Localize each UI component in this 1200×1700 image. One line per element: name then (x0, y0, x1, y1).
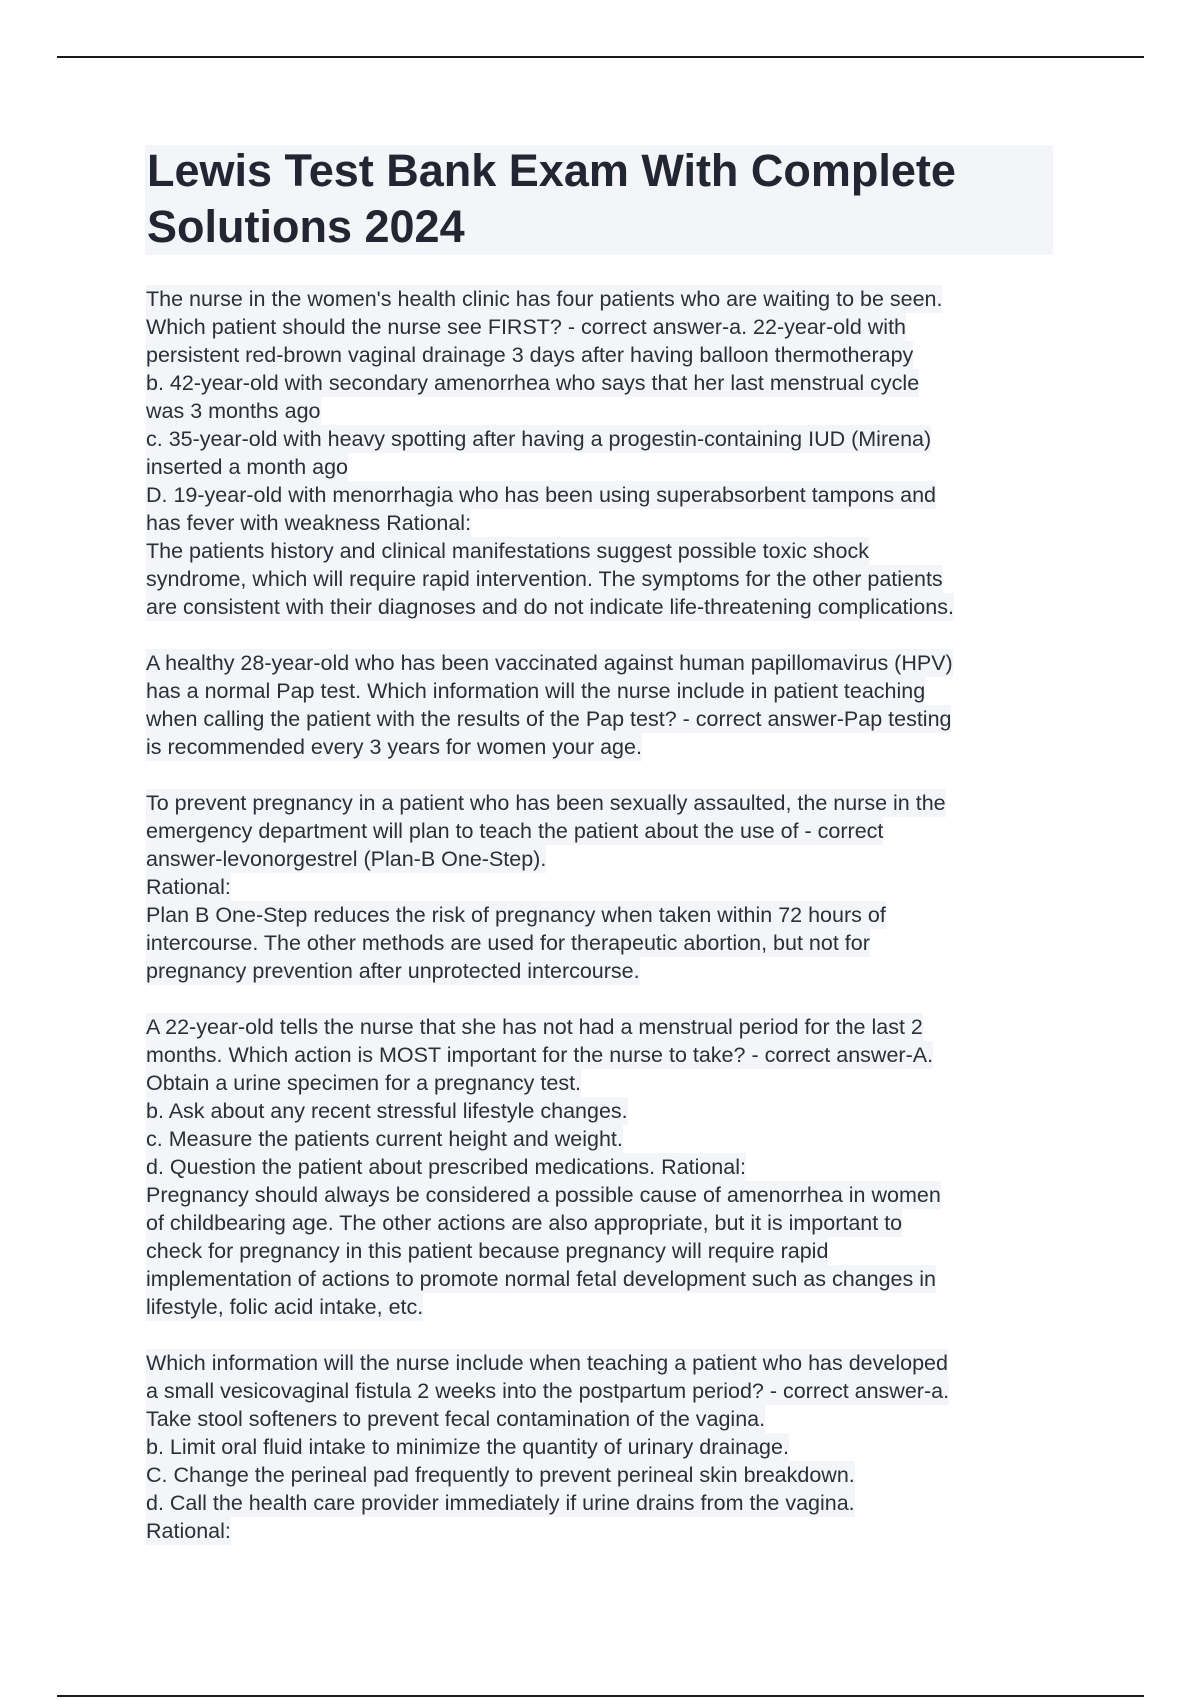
qa-item (146, 789, 1056, 985)
qa-text-line: inserted a month ago (146, 455, 348, 479)
qa-text-line: Pregnancy should always be considered a possible cause of amenorrhea in women (146, 1183, 941, 1207)
qa-text-line: has a normal Pap test. Which information will the nurse include in patient teaching (146, 679, 926, 703)
document-body (146, 285, 1056, 1573)
qa-text-line: A healthy 28-year-old who has been vaccinated against human papillomavirus (HPV) (146, 651, 953, 675)
qa-text-line: C. Change the perineal pad frequently to prevent perineal skin breakdown. (146, 1463, 855, 1487)
qa-text-line: b. 42-year-old with secondary amenorrhea who says that her last menstrual cycle (146, 371, 920, 395)
qa-text-line: Plan B One-Step reduces the risk of pregnancy when taken within 72 hours of (146, 903, 886, 927)
qa-text-line: emergency department will plan to teach the patient about the use of - correct (146, 819, 884, 843)
top-rule (57, 56, 1144, 58)
qa-text-line: b. Limit oral fluid intake to minimize the quantity of urinary drainage. (146, 1435, 789, 1459)
qa-text-line: The nurse in the women's health clinic has four patients who are waiting to be seen. (146, 287, 943, 311)
qa-text-line: persistent red-brown vaginal drainage 3 days after having balloon thermotherapy (146, 343, 914, 367)
qa-text-line: has fever with weakness Rational: (146, 511, 472, 535)
qa-text-line: Take stool softeners to prevent fecal contamination of the vagina. (146, 1407, 766, 1431)
qa-item (146, 1349, 1056, 1545)
qa-item (146, 1013, 1056, 1321)
qa-text-line: Rational: (146, 1519, 231, 1543)
qa-text-line: The patients history and clinical manifestations suggest possible toxic shock (146, 539, 870, 563)
qa-text-line: check for pregnancy in this patient because pregnancy will require rapid (146, 1239, 829, 1263)
qa-text-line: Rational: (146, 875, 231, 899)
qa-text-line: Which information will the nurse include when teaching a patient who has developed (146, 1351, 948, 1375)
qa-text-line: a small vesicovaginal fistula 2 weeks into the postpartum period? - correct answer-a. (146, 1379, 950, 1403)
qa-text-line: was 3 months ago (146, 399, 321, 423)
qa-text-line: when calling the patient with the results of the Pap test? - correct answer-Pap testing (146, 707, 952, 731)
qa-text-line: d. Call the health care provider immediately if urine drains from the vagina. (146, 1491, 855, 1515)
qa-text-line: answer-levonorgestrel (Plan-B One-Step). (146, 847, 547, 871)
qa-text-line: A 22-year-old tells the nurse that she has not had a menstrual period for the last 2 (146, 1015, 923, 1039)
qa-text-line: c. Measure the patients current height and weight. (146, 1127, 623, 1151)
qa-text-line: syndrome, which will require rapid intervention. The symptoms for the other patients (146, 567, 943, 591)
title-line: Lewis Test Bank Exam With Complete (147, 145, 956, 196)
qa-text-line: intercourse. The other methods are used for therapeutic abortion, but not for (146, 931, 870, 955)
qa-text-line: implementation of actions to promote normal fetal development such as changes in (146, 1267, 936, 1291)
qa-text-line: Which patient should the nurse see FIRST? - correct answer-a. 22-year-old with (146, 315, 906, 339)
bottom-rule (57, 1695, 1144, 1697)
qa-text-line: pregnancy prevention after unprotected intercourse. (146, 959, 640, 983)
qa-text-line: lifestyle, folic acid intake, etc. (146, 1295, 424, 1319)
qa-item (146, 649, 1056, 761)
qa-item (146, 285, 1056, 621)
qa-text-line: months. Which action is MOST important for the nurse to take? - correct answer-A. (146, 1043, 934, 1067)
qa-text-line: b. Ask about any recent stressful lifestyle changes. (146, 1099, 628, 1123)
title-line: Solutions 2024 (147, 201, 465, 252)
qa-text-line: of childbearing age. The other actions are also appropriate, but it is important to (146, 1211, 903, 1235)
qa-text-line: is recommended every 3 years for women your age. (146, 735, 642, 759)
qa-text-line: D. 19-year-old with menorrhagia who has been using superabsorbent tampons and (146, 483, 936, 507)
qa-text-line: Obtain a urine specimen for a pregnancy test. (146, 1071, 582, 1095)
qa-text-line: are consistent with their diagnoses and do not indicate life-threatening complications. (146, 595, 954, 619)
page-title (147, 143, 1047, 255)
qa-text-line: d. Question the patient about prescribed medications. Rational: (146, 1155, 746, 1179)
qa-text-line: To prevent pregnancy in a patient who has been sexually assaulted, the nurse in the (146, 791, 946, 815)
qa-text-line: c. 35-year-old with heavy spotting after having a progestin-containing IUD (Mirena) (146, 427, 932, 451)
